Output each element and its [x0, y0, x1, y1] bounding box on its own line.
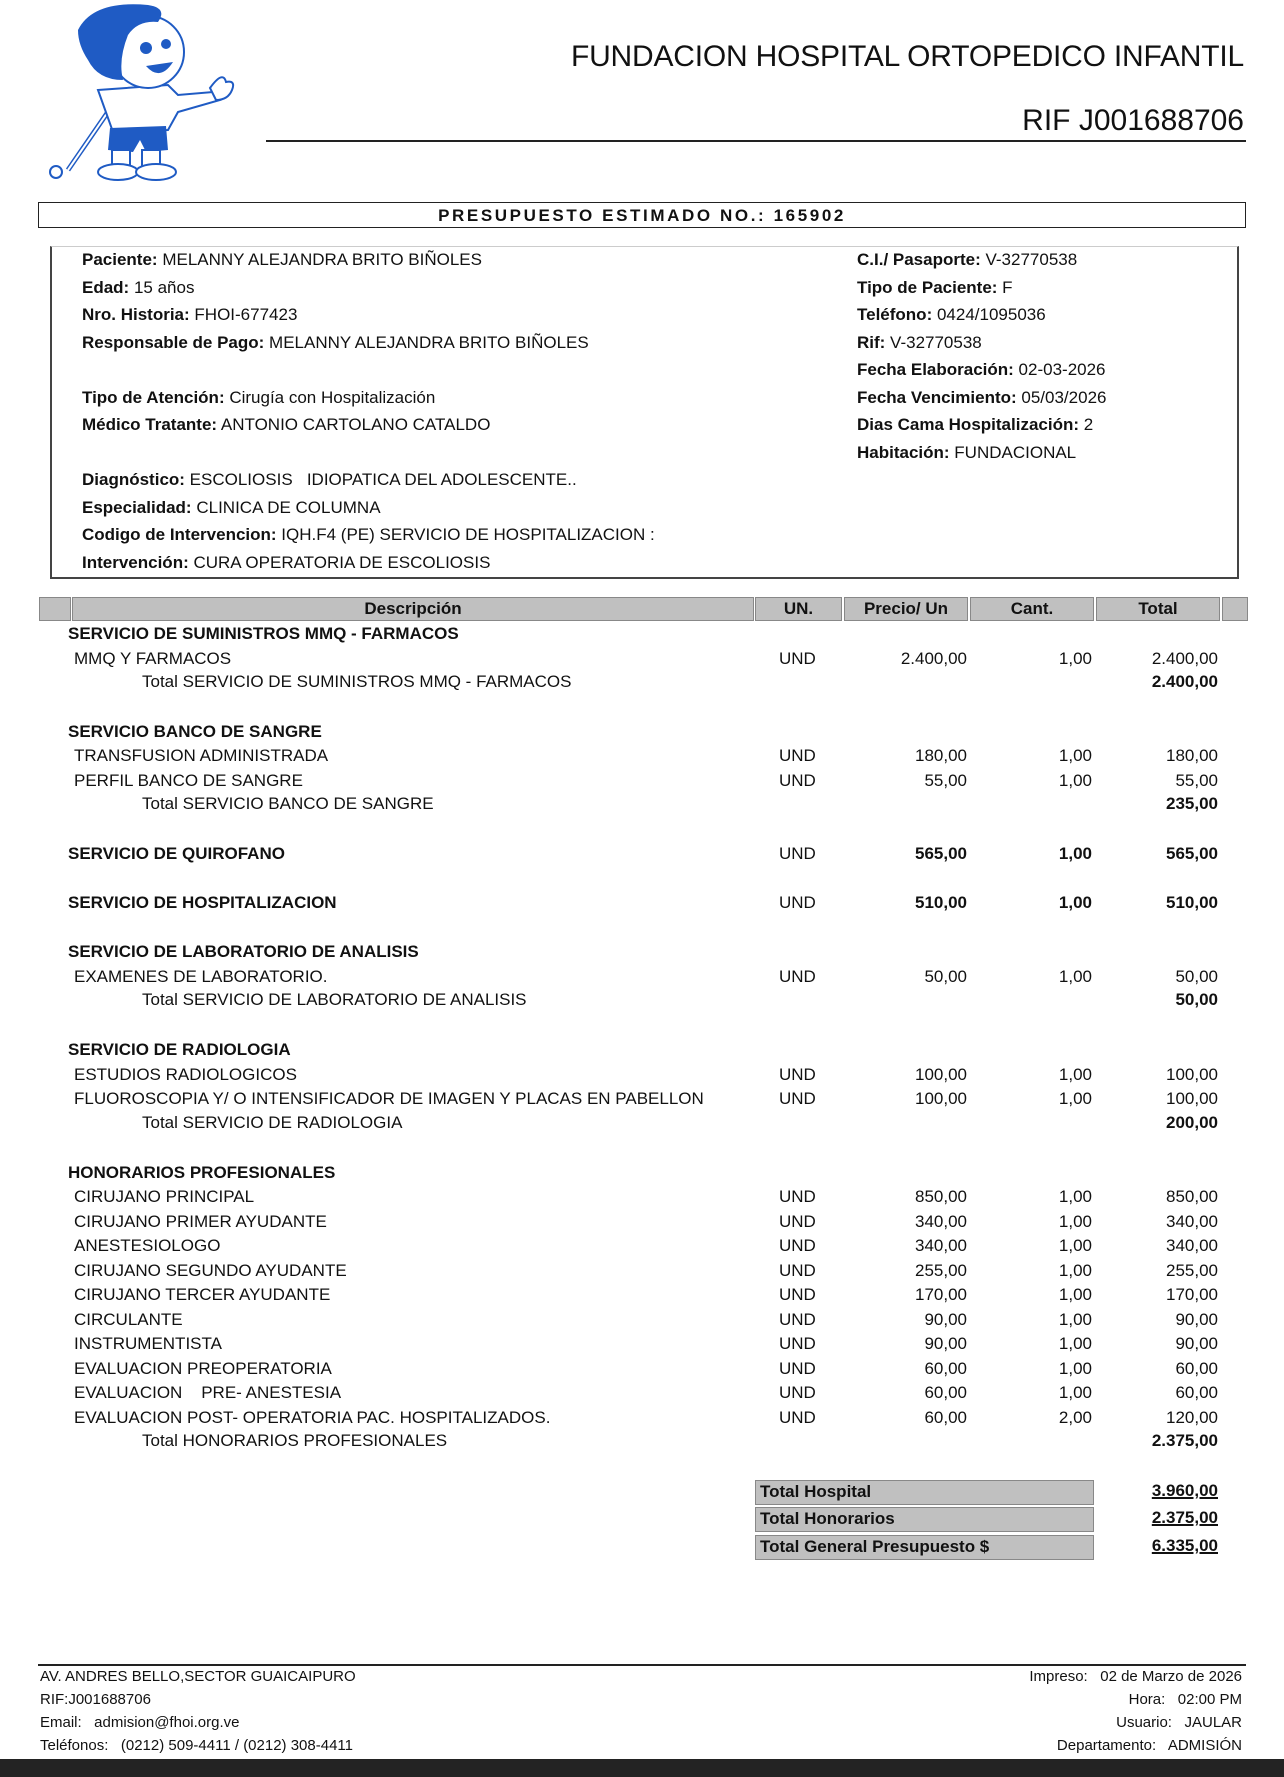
- footer-time: Hora: 02:00 PM: [1128, 1691, 1242, 1708]
- phone-field: Teléfono: 0424/1095036: [857, 305, 1046, 324]
- table-header-spacer-left: [39, 597, 71, 621]
- intervention-field: Intervención: CURA OPERATORIA DE ESCOLIOSIS: [82, 553, 491, 572]
- footer-divider: [38, 1664, 1246, 1666]
- boy-with-crutch-logo-icon: [38, 0, 238, 185]
- room-field: Habitación: FUNDACIONAL: [857, 443, 1077, 462]
- table-row: EVALUACION PREOPERATORIA UND 60,00 1,00 60,00: [74, 1359, 1218, 1378]
- table-row: MMQ Y FARMACOS UND 2.400,00 1,00 2.400,00: [74, 649, 1218, 668]
- organization-name: FUNDACION HOSPITAL ORTOPEDICO INFANTIL: [570, 40, 1244, 73]
- specialty-field: Especialidad: CLINICA DE COLUMNA: [82, 498, 381, 517]
- table-row: ANESTESIOLOGO UND 340,00 1,00 340,00: [74, 1236, 1218, 1255]
- table-row: CIRUJANO TERCER AYUDANTE UND 170,00 1,00 170,00: [74, 1285, 1218, 1304]
- table-row: CIRUJANO PRINCIPAL UND 850,00 1,00 850,00: [74, 1187, 1218, 1206]
- footer-department: Departamento: ADMISIÓN: [1056, 1737, 1242, 1754]
- id-passport-field: C.I./ Pasaporte: V-32770538: [857, 250, 1078, 269]
- table-row: CIRUJANO SEGUNDO AYUDANTE UND 255,00 1,00 255,00: [74, 1261, 1218, 1280]
- header-divider: [266, 140, 1246, 142]
- table-row: EVALUACION POST- OPERATORIA PAC. HOSPITALIZADOS. UND 60,00 2,00 120,00: [74, 1408, 1218, 1427]
- attention-type-field: Tipo de Atención: Cirugía con Hospitalización: [82, 388, 436, 407]
- table-row: EXAMENES DE LABORATORIO. UND 50,00 1,00 50,00: [74, 967, 1218, 986]
- grand-total-value: 6.335,00: [1151, 1536, 1218, 1555]
- creation-date-field: Fecha Elaboración: 02-03-2026: [857, 360, 1106, 379]
- budget-title-box: [38, 202, 1246, 228]
- table-row: TRANSFUSION ADMINISTRADA UND 180,00 1,00 180,00: [74, 746, 1218, 765]
- patient-type-field: Tipo de Paciente: F: [857, 278, 1013, 297]
- column-header-unit-price: Precio/ Un: [844, 597, 968, 621]
- column-header-total: Total: [1096, 597, 1220, 621]
- bed-days-field: Dias Cama Hospitalización: 2: [857, 415, 1094, 434]
- table-header-spacer-right: [1222, 597, 1248, 621]
- diagnosis-field: Diagnóstico: ESCOLIOSIS IDIOPATICA DEL ADOLESCENTE..: [82, 470, 577, 489]
- table-row: ESTUDIOS RADIOLOGICOS UND 100,00 1,00 100,00: [74, 1065, 1218, 1084]
- bottom-dark-band: [0, 1759, 1284, 1777]
- section-header-row: SERVICIO DE HOSPITALIZACION UND 510,00 1,00 510,00: [68, 893, 1218, 912]
- total-hospital-label: Total Hospital: [755, 1480, 1094, 1505]
- section-subtotal-row: Total SERVICIO BANCO DE SANGRE 235,00: [142, 794, 1218, 813]
- table-row: CIRUJANO PRIMER AYUDANTE UND 340,00 1,00 340,00: [74, 1212, 1218, 1231]
- footer-address: AV. ANDRES BELLO,SECTOR GUAICAIPURO: [40, 1668, 356, 1685]
- payer-field: Responsable de Pago: MELANNY ALEJANDRA BRITO BIÑOLES: [82, 333, 589, 352]
- footer-email: Email: admision@fhoi.org.ve: [40, 1714, 240, 1731]
- treating-doctor-field: Médico Tratante: ANTONIO CARTOLANO CATALDO: [82, 415, 491, 434]
- total-fees-value: 2.375,00: [1151, 1508, 1218, 1527]
- footer-user: Usuario: JAULAR: [1116, 1714, 1242, 1731]
- section-subtotal-row: Total SERVICIO DE SUMINISTROS MMQ - FARMACOS 2.400,00: [142, 672, 1218, 691]
- total-fees-label: Total Honorarios: [755, 1507, 1094, 1532]
- patient-name-field: Paciente: MELANNY ALEJANDRA BRITO BIÑOLES: [82, 250, 482, 269]
- age-field: Edad: 15 años: [82, 278, 195, 297]
- expiration-date-field: Fecha Vencimiento: 05/03/2026: [857, 388, 1107, 407]
- section-subtotal-row: Total HONORARIOS PROFESIONALES 2.375,00: [142, 1431, 1218, 1450]
- footer-rif: RIF:J001688706: [40, 1691, 151, 1708]
- section-subtotal-row: Total SERVICIO DE LABORATORIO DE ANALISIS 50,00: [142, 990, 1218, 1009]
- table-row: PERFIL BANCO DE SANGRE UND 55,00 1,00 55,00: [74, 771, 1218, 790]
- section-header-row: SERVICIO DE QUIROFANO UND 565,00 1,00 565,00: [68, 844, 1218, 863]
- column-header-unit: UN.: [755, 597, 842, 621]
- rif-field: Rif: V-32770538: [857, 333, 982, 352]
- total-hospital-value: 3.960,00: [1151, 1481, 1218, 1500]
- section-header: SERVICIO BANCO DE SANGRE: [68, 722, 322, 741]
- intervention-code-field: Codigo de Intervencion: IQH.F4 (PE) SERVICIO DE HOSPITALIZACION :: [82, 525, 655, 544]
- table-row: INSTRUMENTISTA UND 90,00 1,00 90,00: [74, 1334, 1218, 1353]
- column-header-quantity: Cant.: [970, 597, 1094, 621]
- table-row: EVALUACION PRE- ANESTESIA UND 60,00 1,00 60,00: [74, 1383, 1218, 1402]
- section-header: HONORARIOS PROFESIONALES: [68, 1163, 336, 1182]
- organization-rif: RIF J001688706: [1022, 104, 1244, 137]
- section-header: SERVICIO DE LABORATORIO DE ANALISIS: [68, 942, 419, 961]
- budget-title: PRESUPUESTO ESTIMADO NO.: 165902: [438, 206, 846, 225]
- grand-total-label: Total General Presupuesto $: [755, 1535, 1094, 1560]
- history-number-field: Nro. Historia: FHOI-677423: [82, 305, 298, 324]
- section-subtotal-row: Total SERVICIO DE RADIOLOGIA 200,00: [142, 1113, 1218, 1132]
- section-header: SERVICIO DE SUMINISTROS MMQ - FARMACOS: [68, 624, 459, 643]
- footer-printed-date: Impreso: 02 de Marzo de 2026: [1029, 1668, 1242, 1685]
- section-header: SERVICIO DE RADIOLOGIA: [68, 1040, 291, 1059]
- table-row: FLUOROSCOPIA Y/ O INTENSIFICADOR DE IMAGEN Y PLACAS EN PABELLON UND 100,00 1,00 100,00: [74, 1089, 1218, 1108]
- column-header-description: Descripción: [72, 597, 754, 621]
- table-row: CIRCULANTE UND 90,00 1,00 90,00: [74, 1310, 1218, 1329]
- footer-phones: Teléfonos: (0212) 509-4411 / (0212) 308-4411: [40, 1737, 353, 1754]
